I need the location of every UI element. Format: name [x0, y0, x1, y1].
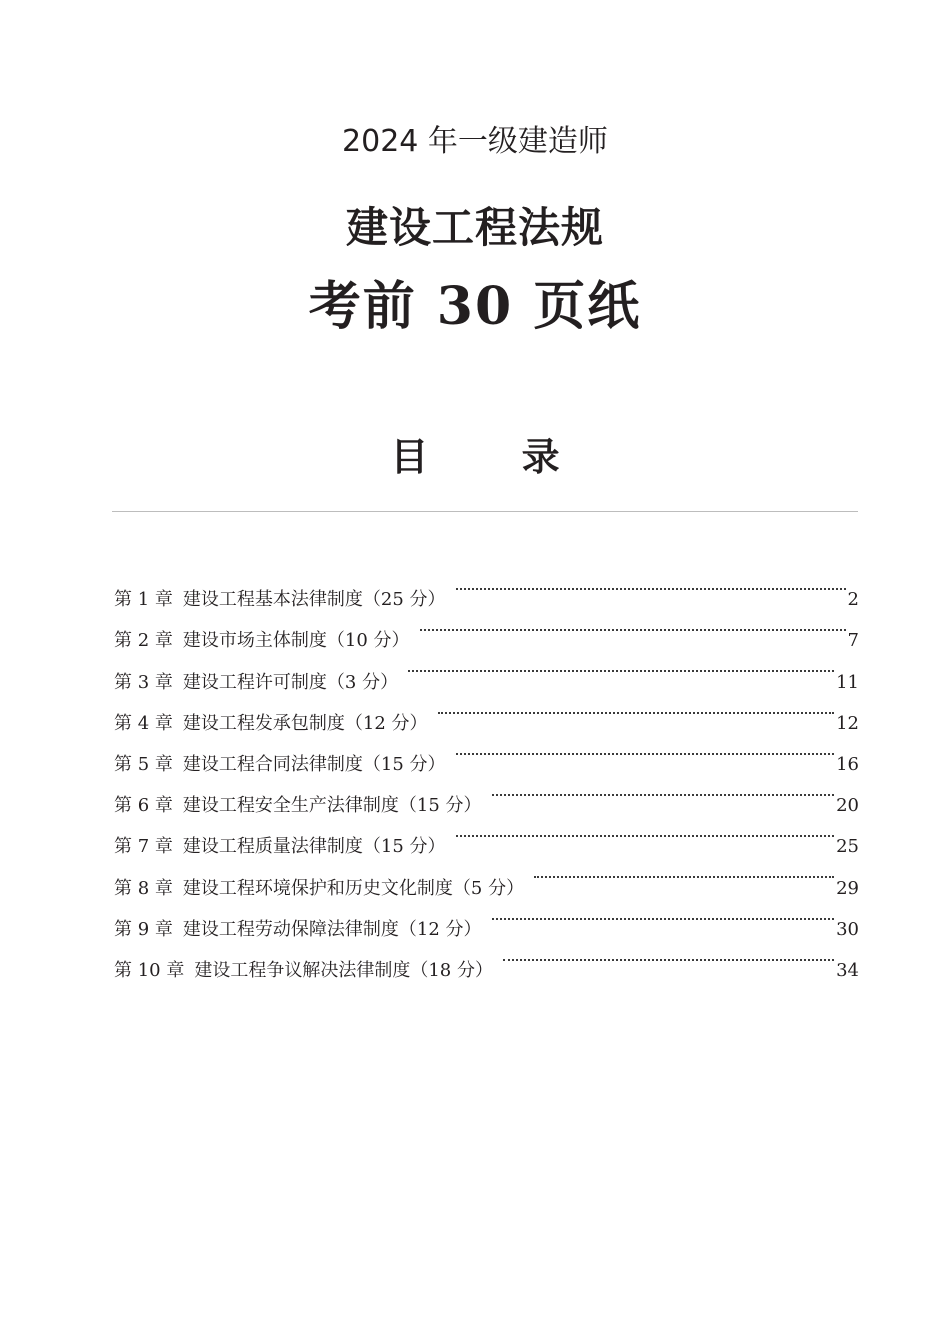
toc-page-number: 11	[836, 671, 859, 693]
toc-page-number: 12	[836, 712, 859, 734]
toc-chapter-score: （12 分）	[398, 918, 482, 940]
toc-chapter-number: 第 5 章	[114, 753, 173, 775]
toc-divider	[112, 511, 858, 512]
toc-page-number: 20	[836, 795, 859, 817]
toc-chapter-number: 第 2 章	[114, 630, 173, 652]
toc-dot-leader	[492, 894, 835, 935]
toc-chapter-title: 建设工程基本法律制度	[182, 589, 363, 611]
toc-page-number: 7	[847, 630, 859, 652]
toc-dot-leader	[420, 605, 846, 646]
toc-dot-leader	[456, 811, 835, 852]
toc-page-number: 29	[836, 877, 859, 899]
toc-dot-leader	[503, 935, 834, 976]
toc-dot-leader	[408, 646, 834, 687]
toc-chapter-number: 第 8 章	[114, 877, 173, 899]
exam-year-line: 2024 年一级建造师	[342, 124, 608, 159]
toc-chapter-number: 第 9 章	[114, 918, 173, 940]
toc-chapter-number: 第 6 章	[114, 795, 173, 817]
toc-page-number: 34	[836, 959, 859, 981]
toc-chapter-number: 第 7 章	[114, 836, 173, 858]
toc-entry-1[interactable]	[114, 564, 859, 611]
toc-dot-leader	[456, 564, 846, 605]
toc-page-number: 16	[836, 753, 859, 775]
toc-chapter-score: （25 分）	[362, 589, 446, 611]
toc-chapter-number: 第 10 章	[114, 959, 185, 981]
toc-chapter-title: 建设工程劳动保障法律制度	[182, 918, 399, 940]
toc-heading: 目 录	[390, 434, 600, 479]
toc-chapter-number: 第 4 章	[114, 712, 173, 734]
toc-page-number: 25	[836, 836, 859, 858]
toc-chapter-score: （15 分）	[362, 836, 446, 858]
toc-chapter-score: （15 分）	[362, 753, 446, 775]
toc-chapter-score: （18 分）	[410, 959, 493, 981]
toc-dot-leader	[534, 852, 834, 893]
document-title: 考前 30 页纸	[308, 276, 642, 337]
toc-chapter-number: 第 1 章	[114, 589, 173, 611]
toc-chapter-number: 第 3 章	[114, 671, 173, 693]
toc-dot-leader	[438, 688, 835, 729]
toc-dot-leader	[492, 770, 835, 811]
toc-chapter-title: 建设工程环境保护和历史文化制度	[182, 877, 453, 899]
toc-chapter-title: 建设市场主体制度	[182, 630, 327, 652]
toc-dot-leader	[456, 729, 835, 770]
toc-chapter-title: 建设工程许可制度	[182, 671, 327, 693]
subject-title: 建设工程法规	[345, 203, 604, 252]
toc-chapter-score: （12 分）	[344, 712, 428, 734]
toc-list	[114, 564, 859, 981]
toc-chapter-title: 建设工程安全生产法律制度	[182, 795, 399, 817]
toc-chapter-title: 建设工程争议解决法律制度	[194, 959, 411, 981]
toc-chapter-title: 建设工程质量法律制度	[182, 836, 363, 858]
toc-chapter-score: （10 分）	[326, 630, 410, 652]
toc-chapter-score: （5 分）	[452, 877, 525, 899]
toc-page-number: 30	[836, 918, 859, 940]
toc-chapter-score: （15 分）	[398, 795, 482, 817]
toc-chapter-title: 建设工程发承包制度	[182, 712, 345, 734]
toc-page-number: 2	[847, 589, 859, 611]
toc-chapter-title: 建设工程合同法律制度	[182, 753, 363, 775]
toc-chapter-score: （3 分）	[326, 671, 399, 693]
